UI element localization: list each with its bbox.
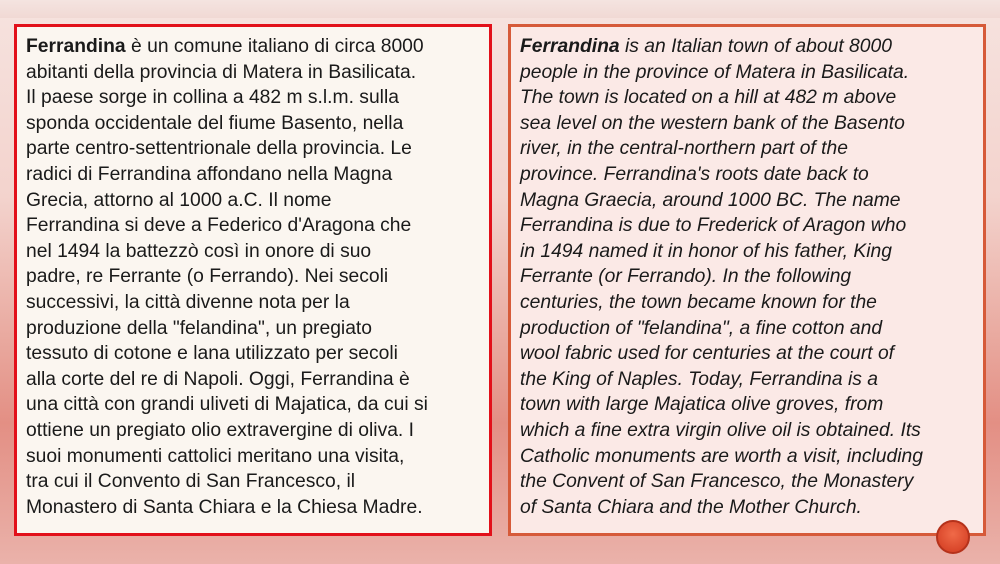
- text-line: tessuto di cotone e lana utilizzato per secoli: [26, 343, 398, 365]
- text-line: abitanti della provincia di Matera in Basilicata.: [26, 61, 417, 83]
- text-line: produzione della "felandina", un pregiato: [26, 317, 373, 339]
- text-line: the Convent of San Francesco, the Monastery: [520, 471, 914, 493]
- english-title: Ferrandina: [520, 36, 620, 57]
- text-line: [26, 34, 480, 60]
- text-span: is an Italian town of about 8000: [619, 36, 892, 57]
- text-line: Ferrandina si deve a Federico d'Aragona che: [26, 215, 412, 237]
- text-line: town with large Majatica olive groves, from: [520, 394, 884, 416]
- text-line: una città con grandi uliveti di Majatica, da cui si: [26, 394, 428, 416]
- text-span: è un comune italiano di circa 8000: [125, 36, 424, 57]
- text-line: radici di Ferrandina affondano nella Magna: [26, 163, 393, 185]
- text-line: Magna Graecia, around 1000 BC. The name: [520, 189, 901, 211]
- text-line: sponda occidentale del fiume Basento, nella: [26, 112, 404, 134]
- text-line: Grecia, attorno al 1000 a.C. Il nome: [26, 189, 332, 211]
- text-line: Ferrandina is due to Frederick of Aragon who: [520, 215, 907, 237]
- text-line: Catholic monuments are worth a visit, including: [520, 445, 923, 467]
- text-line: nel 1494 la battezzò così in onore di suo: [26, 240, 372, 262]
- text-line: tra cui il Convento di San Francesco, il: [26, 471, 356, 493]
- italian-paragraph: [26, 34, 480, 520]
- text-line: wool fabric used for centuries at the court of: [520, 343, 895, 365]
- top-stripe: [0, 0, 1000, 18]
- text-line: which a fine extra virgin olive oil is obtained. Its: [520, 419, 921, 441]
- text-line: sea level on the western bank of the Basento: [520, 112, 905, 134]
- slide-nav-circle[interactable]: [936, 520, 970, 554]
- italian-title: Ferrandina: [26, 36, 126, 57]
- text-line: centuries, the town became known for the: [520, 291, 877, 313]
- text-line: [520, 34, 974, 60]
- text-line: in 1494 named it in honor of his father, King: [520, 240, 892, 262]
- english-text-box: [508, 24, 986, 536]
- english-paragraph: [520, 34, 974, 520]
- text-line: of Santa Chiara and the Mother Church.: [520, 496, 862, 518]
- text-line: alla corte del re di Napoli. Oggi, Ferrandina è: [26, 368, 410, 390]
- italian-text-box: [14, 24, 492, 536]
- text-line: river, in the central-northern part of the: [520, 138, 848, 160]
- text-line: Monastero di Santa Chiara e la Chiesa Madre.: [26, 496, 423, 518]
- text-line: production of "felandina", a fine cotton and: [520, 317, 883, 339]
- text-line: Il paese sorge in collina a 482 m s.l.m. sulla: [26, 87, 399, 109]
- text-line: Ferrante (or Ferrando). In the following: [520, 266, 852, 288]
- text-line: people in the province of Matera in Basilicata.: [520, 61, 910, 83]
- text-line: padre, re Ferrante (o Ferrando). Nei secoli: [26, 266, 389, 288]
- text-line: parte centro-settentrionale della provincia. Le: [26, 138, 412, 160]
- text-line: the King of Naples. Today, Ferrandina is a: [520, 368, 878, 390]
- text-line: successivi, la città divenne nota per la: [26, 291, 350, 313]
- text-line: suoi monumenti cattolici meritano una visita,: [26, 445, 405, 467]
- text-line: ottiene un pregiato olio extravergine di oliva. I: [26, 419, 415, 441]
- text-line: The town is located on a hill at 482 m above: [520, 87, 897, 109]
- text-line: province. Ferrandina's roots date back to: [520, 163, 869, 185]
